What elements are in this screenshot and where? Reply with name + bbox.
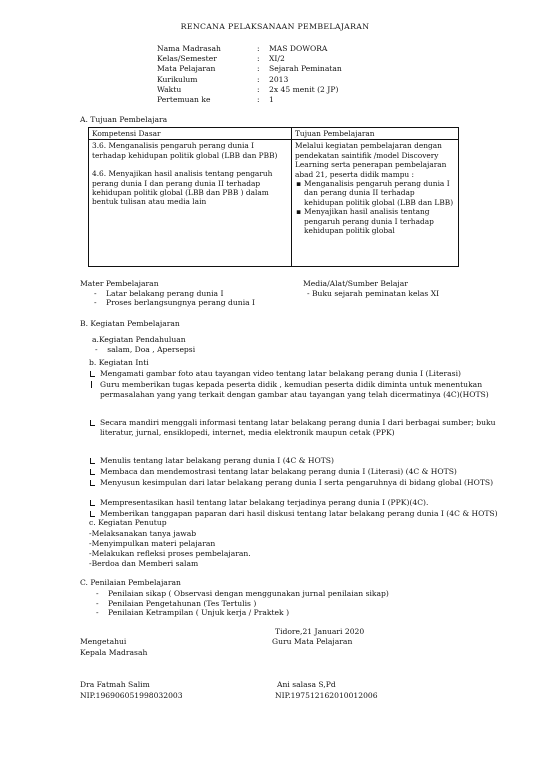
list-item: Guru memberikan tugas kepada peserta didik , kemudian peserta didik diminta untuk menentukan permasalahan yang yang terkait dengan gambar atau tayangan yang telah dicermatinya (4C)(HOTS) — [89, 380, 499, 418]
signature-right-nip: NIP.197512162010012006 — [275, 691, 378, 700]
identity-row: Nama Madrasah : MAS DOWORA — [157, 44, 328, 53]
penutup-heading: c. Kegiatan Penutup — [89, 518, 167, 527]
signature-left-title: Mengetahui — [80, 637, 127, 646]
list-item: - Penilaian Pengetahunan (Tes Tertulis ) — [94, 599, 474, 609]
list-item: -Melakukan refleksi proses pembelajaran. — [89, 549, 251, 558]
pendahuluan-text: salam, Doa , Apersepsi — [107, 345, 196, 354]
identity-value: 2013 — [269, 74, 289, 84]
list-item: -Berdoa dan Memberi salam — [89, 559, 199, 568]
section-b-heading: B. Kegiatan Pembelajaran — [80, 319, 180, 328]
penilaian-list — [94, 589, 474, 618]
list-item: - Latar belakang perang dunia I — [92, 289, 280, 299]
media-heading: Media/Alat/Sumber Belajar — [303, 279, 408, 288]
materi-block — [80, 279, 280, 308]
signature-right-name: Ani salasa S,Pd — [277, 680, 336, 689]
identity-row: Mata Pelajaran : Sejarah Peminatan — [157, 64, 342, 74]
identity-value: 1 — [269, 94, 274, 104]
list-item: Menyusun kesimpulan dari latar belakang perang dunia I serta pengaruhnya di bidang global (HOTS) — [89, 478, 499, 498]
inti-heading: b. Kegiatan Inti — [89, 358, 149, 367]
list-item: - Penilaian sikap ( Observasi dengan menggunakan jurnal penilaian sikap) — [94, 589, 474, 599]
tujuan-cell — [292, 140, 459, 267]
list-item: Memberikan tanggapan paparan dari hasil diskusi tentang latar belakang perang dunia I (4C & HOTS) — [89, 509, 499, 529]
identity-value: Sejarah Peminatan — [269, 64, 342, 74]
identity-row: Pertemuan ke : 1 — [157, 94, 274, 104]
identity-value: 2x 45 menit (2 JP) — [269, 84, 339, 94]
identity-value: XI/2 — [269, 54, 285, 64]
table-header-tujuan: Tujuan Pembelajaran — [292, 128, 459, 140]
pendahuluan-item: - salam, Doa , Apersepsi — [95, 345, 196, 354]
place-date: Tidore,21 Januari 2020 — [275, 627, 365, 636]
list-item: Menulis tentang latar belakang perang dunia I (4C & HOTS) — [89, 456, 499, 467]
penutup-list — [89, 529, 251, 569]
tujuan-list — [295, 179, 455, 235]
list-item: Membaca dan mendemostrasi tentang latar belakang perang dunia I (Literasi) (4C & HOTS) — [89, 467, 499, 478]
section-c-heading: C. Penilaian Pembelajaran — [80, 578, 181, 587]
table-header-kd: Kompetensi Dasar — [89, 128, 292, 140]
signature-left-name: Dra Fatmah Salim — [80, 680, 150, 689]
kd-3-6: 3.6. Menganalisis pengaruh perang dunia I terhadap kehidupan politik global (LBB dan PBB) — [92, 141, 278, 160]
signature-left-nip: NIP.196906051998032003 — [80, 691, 183, 700]
inti-list — [89, 369, 499, 529]
section-a-heading: A. Tujuan Pembelajara — [80, 115, 168, 124]
list-item: Mengamati gambar foto atau tayangan video tentang latar belakang perang dunia I (Literasi) — [89, 369, 499, 380]
pendahuluan-heading: a.Kegiatan Pendahuluan — [92, 335, 186, 344]
document-title: RENCANA PELAKSANAAN PEMBELAJARAN — [180, 22, 370, 31]
list-item: Secara mandiri menggali informasi tentang latar belakang perang dunia I dari berbagai sumber; buku literatur, jurnal, ensiklopedi, internet, media elektronik maupun cetak (PPK) — [89, 418, 499, 456]
materi-heading: Mater Pembelajaran — [80, 279, 159, 288]
identity-key: Pertemuan ke — [157, 94, 211, 104]
competency-table — [88, 127, 459, 267]
identity-block — [157, 44, 342, 105]
identity-row: Kelas/Semester : XI/2 — [157, 54, 285, 64]
identity-key: Waktu — [157, 84, 182, 94]
list-item: - Buku sejarah peminatan kelas XI — [307, 288, 440, 298]
list-item: - Penilaian Ketrampilan ( Unjuk kerja / Praktek ) — [94, 608, 474, 618]
identity-key: Nama Madrasah — [157, 44, 221, 53]
identity-row: Kurikulum : 2013 — [157, 74, 289, 84]
list-item: -Melaksanakan tanya jawab — [89, 529, 197, 538]
kd-4-6: 4.6. Menyajikan hasil analisis tentang pengaruh perang dunia I dan perang dunia II terhadap kehidupan politik global (LBB dan PBB ) dalam bentuk tulisan atau media lain — [92, 169, 273, 207]
signature-right-title: Guru Mata Pelajaran — [272, 637, 353, 646]
kd-cell — [89, 140, 292, 267]
list-item: Mempresentasikan hasil tentang latar belakang terjadinya perang dunia I (PPK)(4C). — [89, 498, 499, 509]
list-item: ▪ Menganalisis pengaruh perang dunia I dan perang dunia II terhadap kehidupan politik global (LBB dan LBB) — [304, 179, 455, 207]
identity-key: Kurikulum — [157, 74, 198, 84]
identity-value: MAS DOWORA — [269, 44, 328, 53]
list-item: -Menyimpulkan materi pelajaran — [89, 539, 216, 548]
media-block — [303, 279, 503, 298]
identity-row: Waktu : 2x 45 menit (2 JP) — [157, 84, 339, 94]
tujuan-intro: Melalui kegiatan pembelajaran dengan pendekatan saintifik /model Discovery Learning serta penerapan pembelajaran abad 21, peserta didik mampu : — [295, 141, 447, 179]
identity-key: Kelas/Semester — [157, 54, 217, 64]
signature-left-role: Kepala Madrasah — [80, 648, 148, 657]
list-item: ▪ Menyajikan hasil analisis tentang pengaruh perang dunia I terhadap kehidupan politik global — [304, 207, 455, 235]
list-item: - Proses berlangsungnya perang dunia I — [92, 298, 280, 308]
identity-key: Mata Pelajaran — [157, 64, 216, 74]
